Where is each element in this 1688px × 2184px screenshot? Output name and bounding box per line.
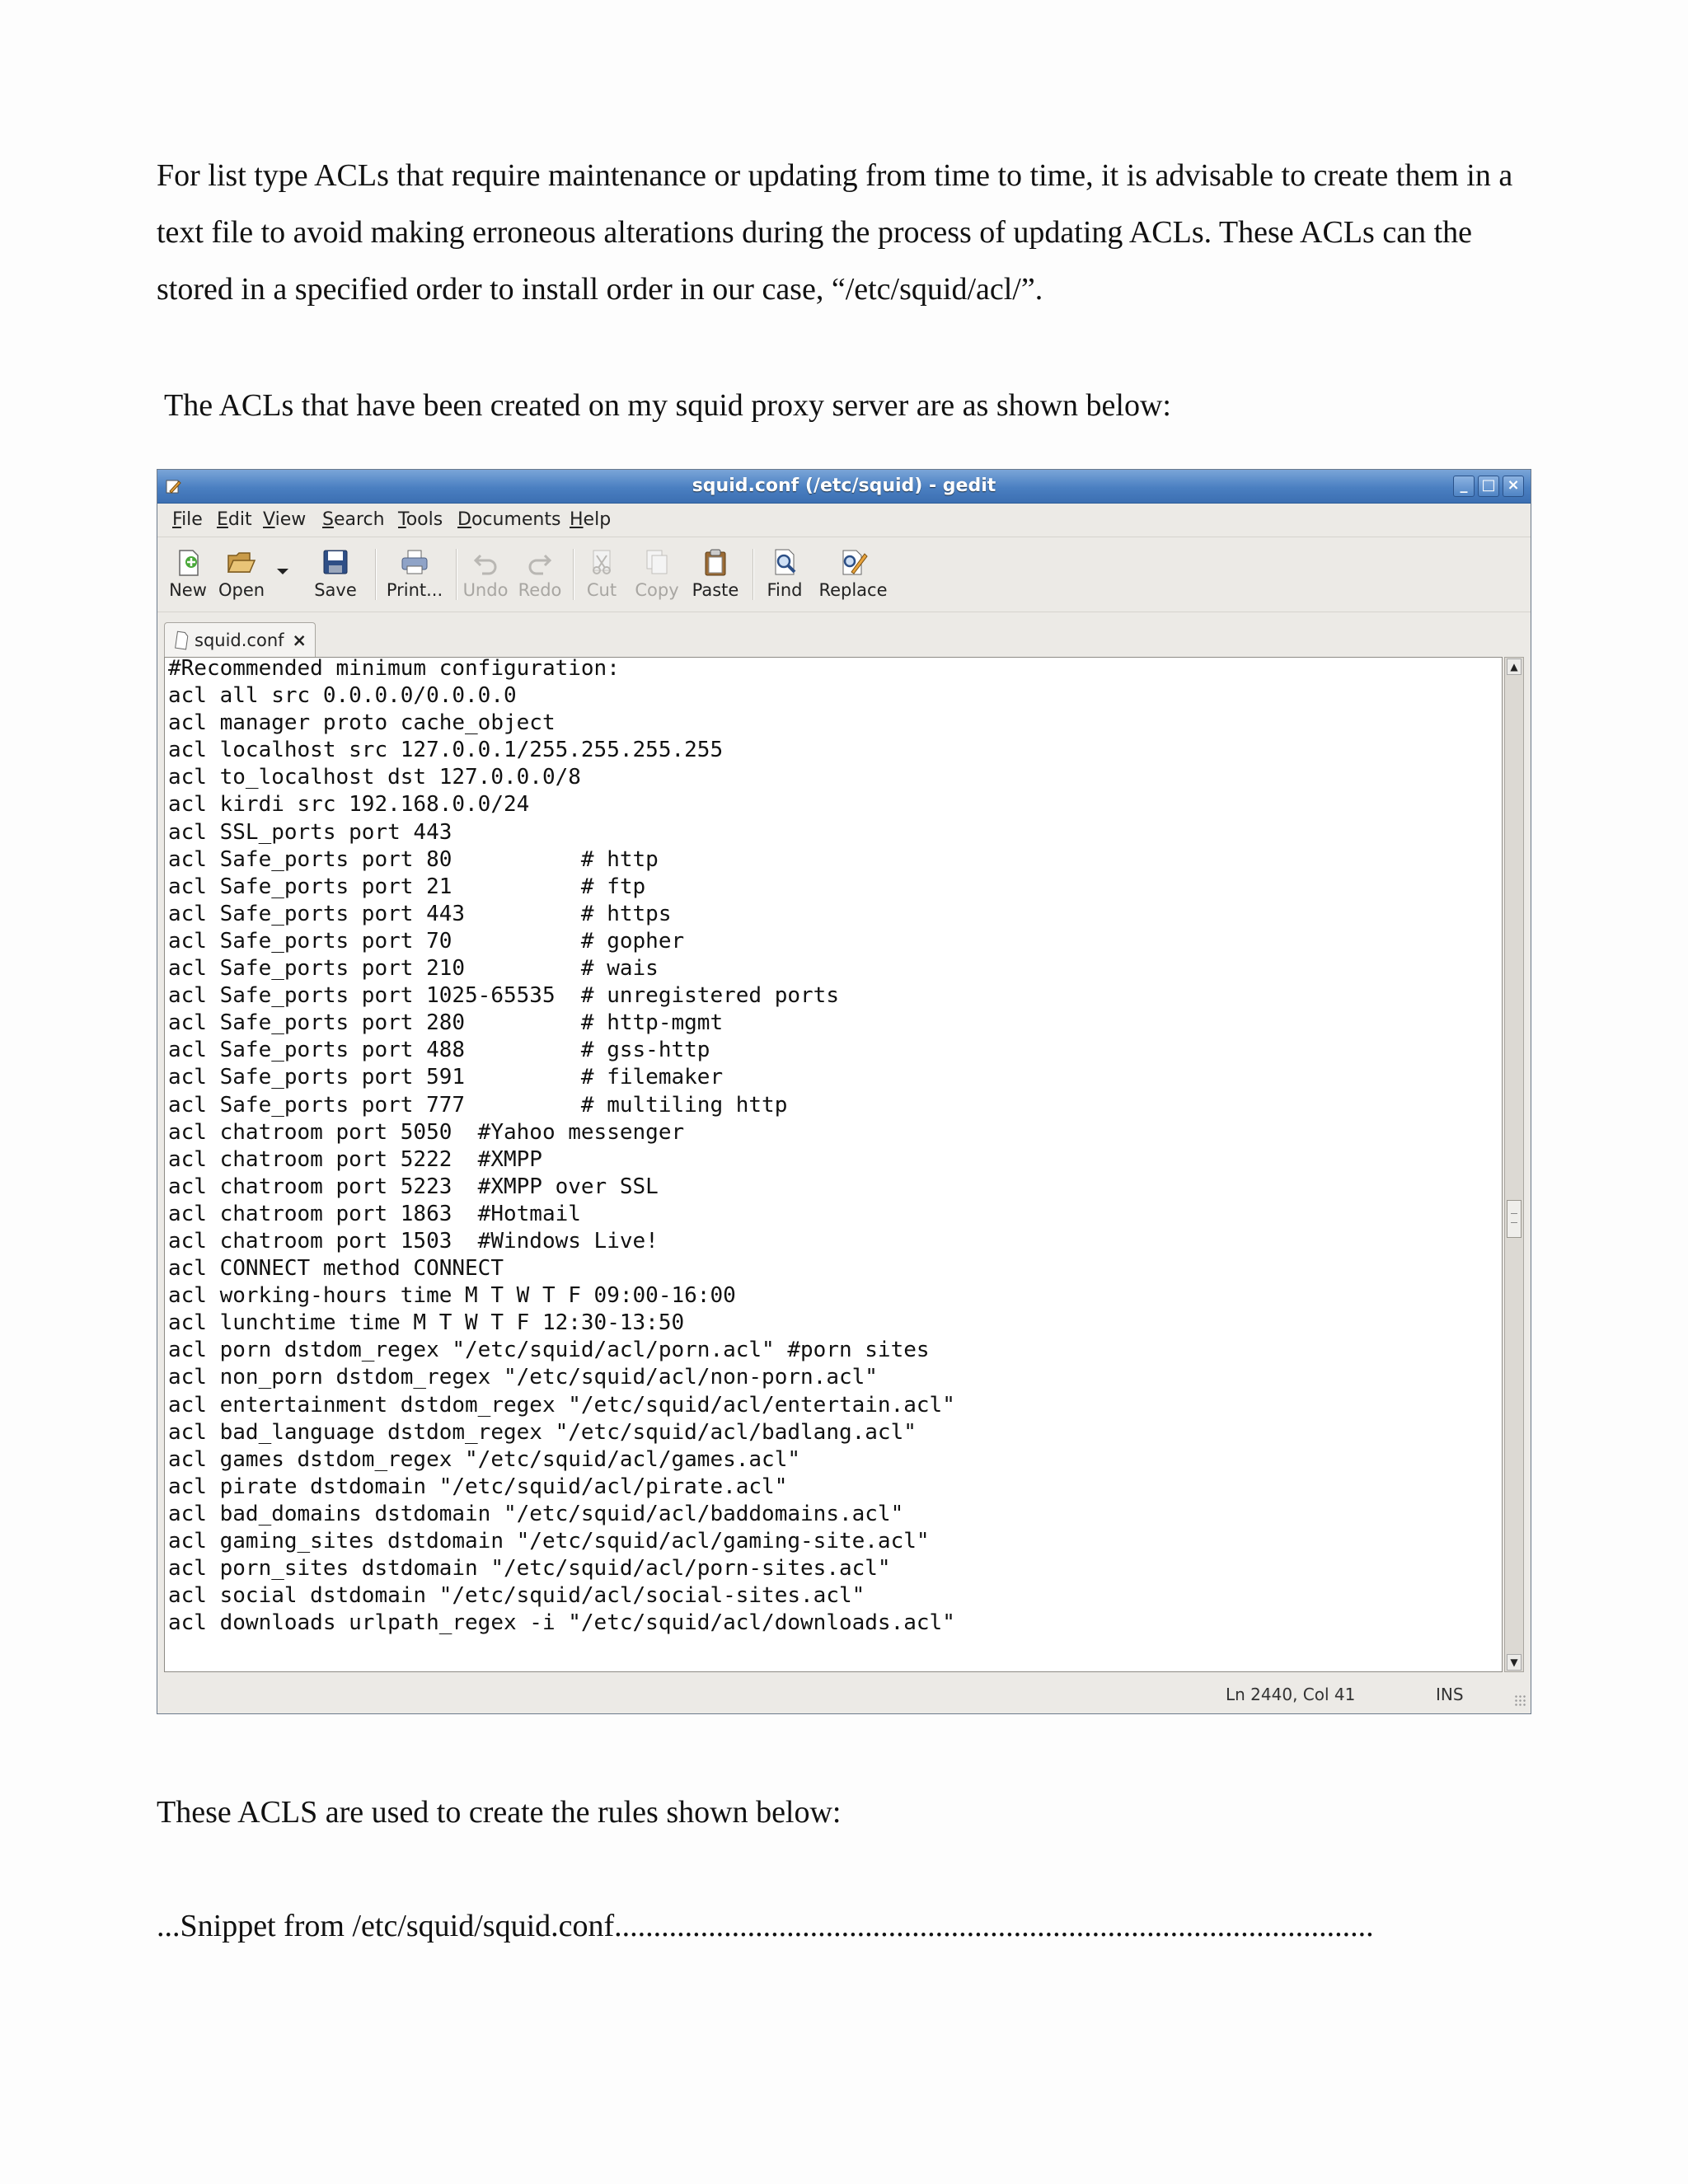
replace-icon: [837, 546, 870, 579]
code-line: acl gaming_sites dstdomain "/etc/squid/acl/gaming-site.acl": [168, 1529, 930, 1554]
paste-button[interactable]: Paste: [688, 537, 743, 612]
resize-grip-icon[interactable]: [1514, 1694, 1527, 1708]
code-line: acl Safe_ports port 443 # https: [168, 901, 672, 926]
code-line: acl games dstdom_regex "/etc/squid/acl/games.acl": [168, 1446, 801, 1472]
code-line: acl working-hours time M T W T F 09:00-16:00: [168, 1283, 736, 1309]
code-line: acl bad_language dstdom_regex "/etc/squid/acl/badlang.acl": [168, 1419, 917, 1445]
toolbar-separator: [456, 549, 457, 600]
minimize-button[interactable]: _: [1453, 476, 1475, 497]
code-line: acl porn_sites dstdomain "/etc/squid/acl/porn-sites.acl": [168, 1556, 891, 1582]
code-line: acl Safe_ports port 21 # ftp: [168, 874, 646, 899]
maximize-button[interactable]: □: [1478, 476, 1499, 497]
redo-icon: [523, 546, 556, 579]
intro-paragraph: For list type ACLs that require maintenance or updating from time to time, it is advisable to create them in a text file to avoid making erroneous alterations during the process of updating ACLs. These ACLs can the stored in a specified order to install order in our case, “/etc/squid/acl/”.: [157, 158, 1513, 307]
menu-tools[interactable]: Tools: [398, 509, 443, 530]
close-window-button[interactable]: ×: [1503, 476, 1524, 497]
menu-bar: [157, 504, 1531, 537]
document-icon: [173, 630, 190, 650]
code-line: acl Safe_ports port 488 # gss-http: [168, 1038, 710, 1063]
code-line: acl SSL_ports port 443: [168, 819, 452, 845]
find-icon: [768, 546, 801, 579]
find-button[interactable]: Find: [762, 537, 807, 612]
gedit-window: [157, 469, 1531, 1714]
snippet-heading: ...Snippet from /etc/squid/squid.conf.................................................................................................: [157, 1909, 1374, 1943]
undo-button[interactable]: Undo: [462, 537, 509, 612]
undo-icon: [469, 546, 502, 579]
toolbar-separator: [375, 549, 377, 600]
toolbar-separator: [753, 549, 754, 600]
new-button[interactable]: New: [166, 537, 210, 612]
new-document-icon: [171, 546, 204, 579]
menu-edit[interactable]: Edit: [217, 509, 252, 530]
scissors-icon: [585, 546, 618, 579]
code-line: acl lunchtime time M T W T F 12:30-13:50: [168, 1310, 685, 1336]
window-title: squid.conf (/etc/squid) - gedit: [692, 476, 996, 496]
code-line: acl entertainment dstdom_regex "/etc/squid/acl/entertain.acl": [168, 1392, 955, 1418]
title-bar[interactable]: [157, 470, 1531, 504]
save-button[interactable]: Save: [311, 537, 360, 612]
insert-mode-indicator: INS: [1436, 1685, 1464, 1704]
code-line: acl downloads urlpath_regex -i "/etc/squid/acl/downloads.acl": [168, 1610, 955, 1636]
cut-button[interactable]: Cut: [581, 537, 622, 612]
code-line: acl localhost src 127.0.0.1/255.255.255.255: [168, 738, 724, 763]
copy-button[interactable]: Copy: [632, 537, 682, 612]
chevron-down-icon: [266, 546, 299, 579]
code-line: acl chatroom port 1863 #Hotmail: [168, 1201, 581, 1226]
tab-close-icon[interactable]: ×: [292, 630, 307, 650]
scroll-up-arrow-icon[interactable]: ▲: [1507, 658, 1522, 675]
open-recent-dropdown[interactable]: [273, 537, 293, 612]
menu-search[interactable]: Search: [322, 509, 385, 530]
code-line: acl Safe_ports port 280 # http-mgmt: [168, 1010, 724, 1036]
clipboard-icon: [699, 546, 732, 579]
menu-view[interactable]: View: [263, 509, 307, 530]
cursor-position: Ln 2440, Col 41: [1226, 1685, 1356, 1704]
code-line: acl porn dstdom_regex "/etc/squid/acl/porn.acl" #porn sites: [168, 1338, 930, 1363]
scrollbar-thumb[interactable]: [1507, 1200, 1522, 1238]
code-line: acl to_localhost dst 127.0.0.0/8: [168, 765, 581, 790]
scroll-down-arrow-icon[interactable]: ▼: [1507, 1654, 1522, 1671]
code-line: acl manager proto cache_object: [168, 710, 556, 736]
code-line: #Recommended minimum configuration:: [168, 657, 620, 681]
print-button[interactable]: Print...: [385, 537, 444, 612]
code-line: acl chatroom port 1503 #Windows Live!: [168, 1228, 659, 1254]
code-line: acl CONNECT method CONNECT: [168, 1256, 504, 1282]
save-icon: [319, 546, 352, 579]
code-line: acl all src 0.0.0.0/0.0.0.0: [168, 683, 517, 709]
code-line: acl social dstdomain "/etc/squid/acl/social-sites.acl": [168, 1583, 865, 1609]
code-line: acl chatroom port 5222 #XMPP: [168, 1146, 542, 1172]
open-button[interactable]: Open: [217, 537, 266, 612]
code-line: acl kirdi src 192.168.0.0/24: [168, 792, 530, 818]
code-line: acl bad_domains dstdomain "/etc/squid/acl/baddomains.acl": [168, 1501, 904, 1526]
code-line: acl Safe_ports port 1025-65535 # unregistered ports: [168, 983, 839, 1009]
folder-open-icon: [225, 546, 258, 579]
menu-file[interactable]: File: [172, 509, 203, 530]
code-line: acl pirate dstdomain "/etc/squid/acl/pirate.acl": [168, 1474, 788, 1499]
code-line: acl Safe_ports port 70 # gopher: [168, 928, 685, 954]
text-editor[interactable]: [164, 657, 1503, 1672]
toolbar: [157, 537, 1531, 612]
vertical-scrollbar[interactable]: [1504, 657, 1524, 1672]
tab-squid-conf[interactable]: [164, 622, 316, 657]
code-line: acl Safe_ports port 591 # filemaker: [168, 1065, 724, 1090]
code-line: acl chatroom port 5050 #Yahoo messenger: [168, 1119, 685, 1145]
menu-help[interactable]: Help: [570, 509, 612, 530]
code-line: acl chatroom port 5223 #XMPP over SSL: [168, 1174, 659, 1199]
status-bar: [157, 1678, 1531, 1711]
acl-intro-text: The ACLs that have been created on my squid proxy server are as shown below:: [164, 388, 1171, 423]
code-line: acl non_porn dstdom_regex "/etc/squid/acl/non-porn.acl": [168, 1365, 878, 1390]
toolbar-separator: [573, 549, 574, 600]
rules-intro-text: These ACLS are used to create the rules shown below:: [157, 1795, 842, 1830]
replace-button[interactable]: Replace: [814, 537, 893, 612]
menu-documents[interactable]: Documents: [457, 509, 561, 530]
code-line: acl Safe_ports port 80 # http: [168, 846, 659, 872]
code-line: acl Safe_ports port 777 # multiling http: [168, 1092, 788, 1118]
editor-text: [168, 657, 955, 1637]
code-line: acl Safe_ports port 210 # wais: [168, 956, 659, 982]
tab-label: squid.conf: [195, 630, 284, 650]
copy-icon: [640, 546, 673, 579]
printer-icon: [398, 546, 431, 579]
redo-button[interactable]: Redo: [517, 537, 563, 612]
